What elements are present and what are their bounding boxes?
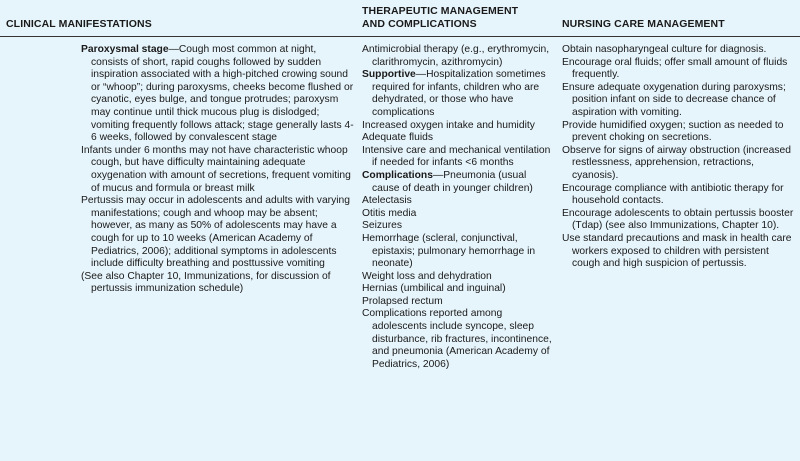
complications-label: Complications [362, 169, 433, 181]
nursing-item: Use standard precautions and mask in health care workers exposed to children with persistent cough and high suspicion of pertussis. [562, 232, 792, 270]
fluids-entry: Adequate fluids [362, 132, 433, 144]
complications-text: —Pneumonia (usual cause of death in younger children) [372, 169, 533, 194]
paroxysmal-stage-entry [81, 44, 354, 145]
prolapsed-rectum-entry: Prolapsed rectum [362, 295, 443, 307]
seizures-entry: Seizures [362, 220, 403, 232]
nursing-item: Encourage oral fluids; offer small amount of fluids frequently. [562, 56, 788, 81]
adolescent-complications-entry: Complications reported among adolescents include syncope, sleep disturbance, rib fractures, incontinence, and pneumonia (American Academy of Pediatrics, 2006) [362, 308, 552, 370]
adolescents-entry: Pertussis may occur in adolescents and adults with varying manifestations; cough and whoop may be absent; however, as many as 50% of adolescents may have a cough for up to 10 weeks (American Academy of Pediatrics, 2006); additional symptoms in adolescents include difficulty breathing and posttussive vomiting [81, 195, 350, 270]
atelectasis-entry: Atelectasis [362, 195, 412, 207]
header-therapeutic-line1: THERAPEUTIC MANAGEMENT [362, 5, 519, 17]
therapeutic-column [362, 44, 554, 371]
antimicrobial-entry: Antimicrobial therapy (e.g., erythromycin, clarithromycin, azithromycin) [362, 44, 550, 68]
header-clinical-manifestations: CLINICAL MANIFESTATIONS [6, 18, 152, 30]
header-nursing-care: NURSING CARE MANAGEMENT [562, 18, 725, 30]
see-also-entry: (See also Chapter 10, Immunizations, for discussion of pertussis immunization schedule) [81, 270, 331, 295]
nursing-item: Encourage adolescents to obtain pertussis booster (Tdap) (see also Immunizations, Chapter 10). [562, 207, 794, 232]
clinical-column [81, 44, 354, 296]
header-therapeutic-line2: AND COMPLICATIONS [362, 18, 477, 30]
otitis-entry: Otitis media [362, 207, 417, 219]
nursing-column [562, 44, 796, 271]
weight-loss-entry: Weight loss and dehydration [362, 270, 492, 282]
nursing-item: Encourage compliance with antibiotic therapy for household contacts. [562, 182, 784, 207]
nursing-item: Observe for signs of airway obstruction (increased restlessness, apprehension, retractions, cyanosis). [562, 144, 791, 181]
supportive-label: Supportive [362, 69, 416, 81]
paroxysmal-stage-text: —Cough most common at night, consists of short, rapid coughs followed by sudden inspiration associated with a high-pitched crowing sound or “whoop”; during paroxysms, cheeks become flushed or cyanotic, eyes bulge, and tongue protrudes; paroxysm may continue until thick mucous plug is dislodged; vomiting frequently follows attack; stage generally lasts 4-6 weeks, followed by convalescent stage [91, 44, 354, 144]
hernias-entry: Hernias (umbilical and inguinal) [362, 283, 506, 295]
intensive-care-entry: Intensive care and mechanical ventilation if needed for infants <6 months [362, 144, 551, 169]
infants-entry: Infants under 6 months may not have characteristic whoop cough, but have difficulty maintaining adequate oxygenation with amount of secretions, frequent vomiting of mucus and formula or breast milk [81, 144, 351, 194]
oxygen-entry: Increased oxygen intake and humidity [362, 119, 535, 131]
supportive-text: —Hospitalization sometimes required for infants, children who are dehydrated, or those who have complications [372, 69, 546, 118]
table-header [0, 0, 800, 37]
supportive-entry [362, 69, 554, 119]
nursing-item: Obtain nasopharyngeal culture for diagnosis. [562, 44, 767, 55]
paroxysmal-stage-label: Paroxysmal stage [81, 44, 169, 55]
header-therapeutic-management [362, 5, 552, 31]
nursing-item: Ensure adequate oxygenation during paroxysms; position infant on side to decrease chance of aspiration with vomiting. [562, 81, 786, 118]
hemorrhage-entry: Hemorrhage (scleral, conjunctival, epistaxis; pulmonary hemorrhage in neonate) [362, 232, 536, 270]
nursing-item: Provide humidified oxygen; suction as needed to prevent choking on secretions. [562, 119, 784, 144]
complications-entry [362, 170, 554, 195]
